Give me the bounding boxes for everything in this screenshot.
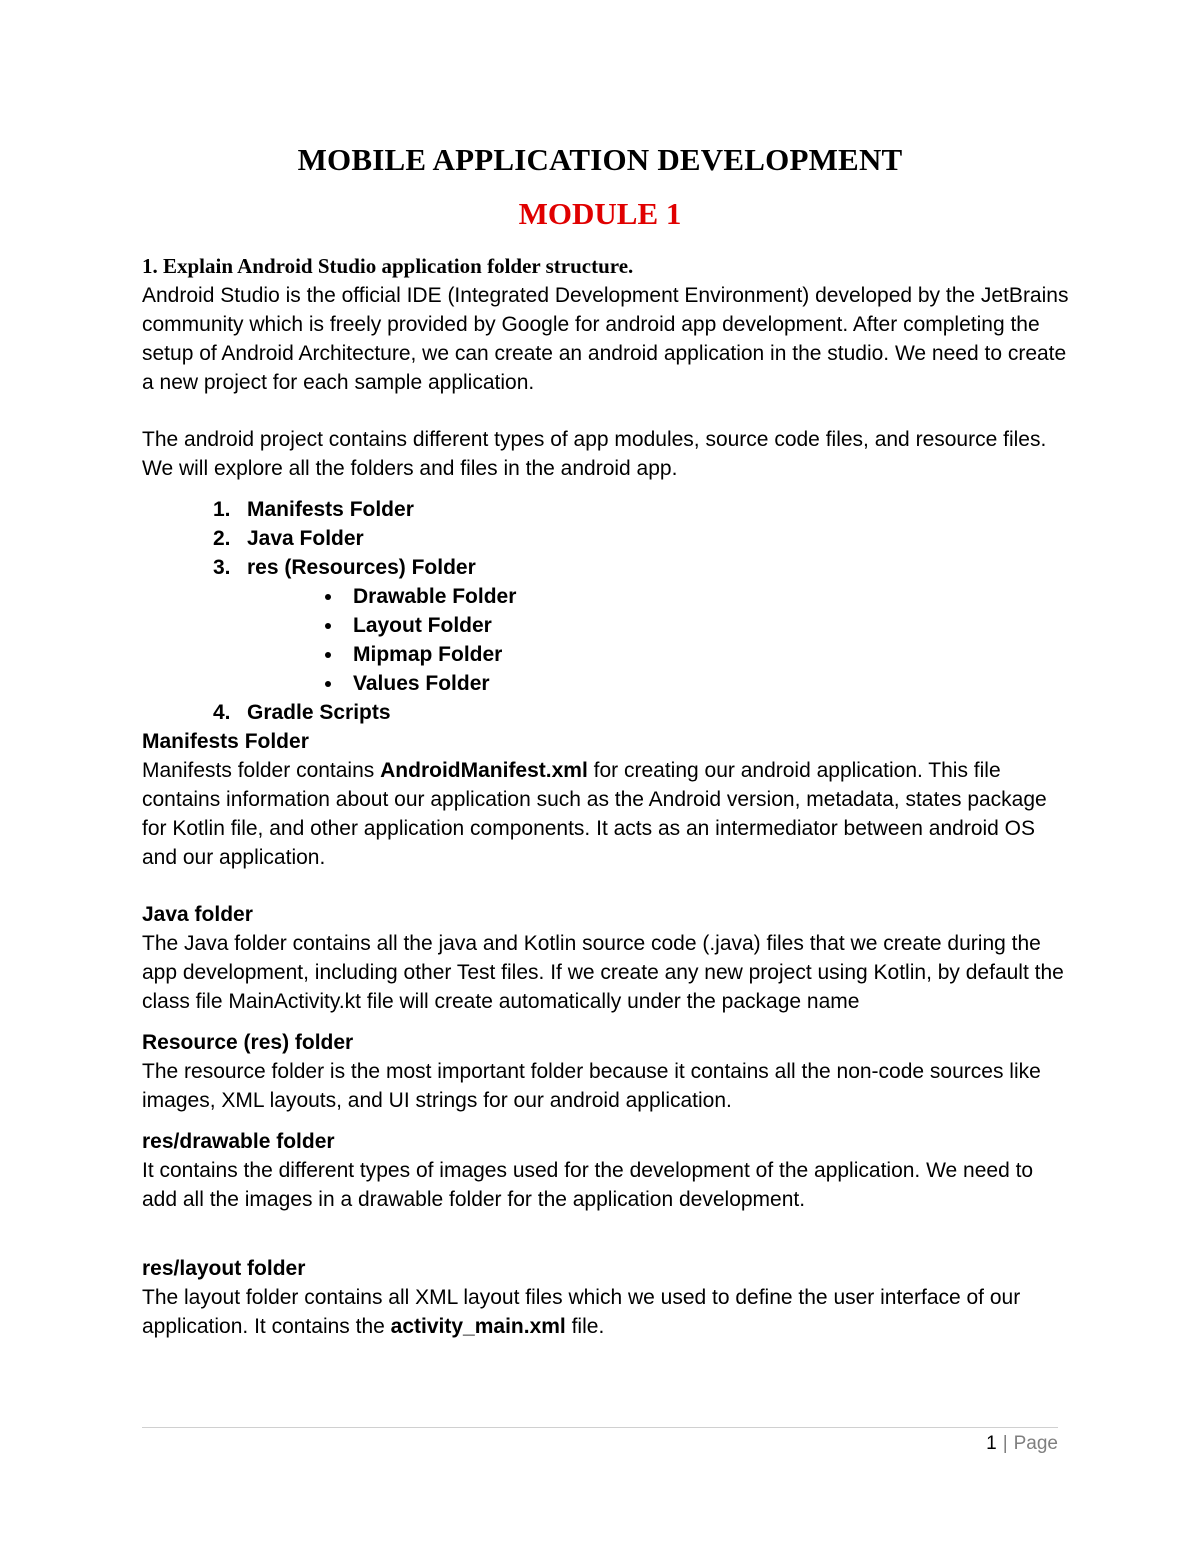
drawable-heading: res/drawable folder [142,1130,335,1153]
drawable-paragraph: It contains the different types of images used for the development of the application. We need to add all the images in a drawable folder for the application development. [142,1159,1034,1211]
text-span: The layout folder contains all XML layout files which we used to define the user interface of our application. It contains the [142,1286,1021,1338]
bullet-icon [325,623,331,629]
bullet-icon [325,681,331,687]
java-paragraph: The Java folder contains all the java and Kotlin source code (.java) files that we create during the app development, including other Test files. If we create any new project using Kotlin, by default the class file MainActivity.kt file will create automatically under the package name [142,932,1064,1013]
footer-divider [142,1427,1058,1428]
intro-paragraph-2: The android project contains different types of app modules, source code files, and resource files. We will explore all the folders and files in the android app. [142,428,1047,480]
layout-paragraph [142,1283,1072,1341]
res-heading: Resource (res) folder [142,1031,354,1054]
intro-paragraph: Android Studio is the official IDE (Integrated Development Environment) developed by the JetBrains community which is freely provided by Google for android app development. After completing the setup of Android Architecture, we can create an android application in the studio. We need to create a new project for each sample application. [142,284,1069,394]
filename-bold: AndroidManifest.xml [380,759,588,782]
list-number: 3. [213,556,231,579]
manifests-paragraph [142,756,1072,872]
layout-heading: res/layout folder [142,1257,306,1280]
list-label: Manifests Folder [247,498,414,521]
text-span: file. [565,1315,605,1338]
folder-list-item [142,698,1072,727]
subfolder-item [247,582,1072,611]
page-footer [986,1433,1058,1455]
subfolder-item [247,611,1072,640]
question-heading: 1. Explain Android Studio application folder structure. [142,254,634,278]
module-heading: MODULE 1 [518,196,682,231]
folder-list-item [142,495,1072,524]
java-heading: Java folder [142,903,253,926]
document-body [142,252,1072,1341]
text-span: for creating our android application. This file contains information about our application such as the Android version, metadata, states package for Kotlin file, and other application components. It acts as an intermediator between android OS and our application. [142,759,1047,869]
subfolder-item [247,640,1072,669]
bullet-icon [325,652,331,658]
filename-bold: activity_main.xml [390,1315,566,1338]
subfolder-label: Layout Folder [353,614,492,637]
footer-separator: | [1002,1433,1008,1454]
subfolder-item [247,669,1072,698]
manifests-heading: Manifests Folder [142,730,309,753]
list-number: 1. [213,498,231,521]
text-span: Manifests folder contains [142,759,381,782]
folder-list [142,495,1072,727]
folder-list-item [142,553,1072,698]
list-number: 2. [213,527,231,550]
list-number: 4. [213,701,231,724]
bullet-icon [325,594,331,600]
page-label: Page [1013,1433,1058,1454]
folder-list-item [142,524,1072,553]
subfolder-label: Values Folder [353,672,490,695]
res-paragraph: The resource folder is the most important folder because it contains all the non-code sources like images, XML layouts, and UI strings for our android application. [142,1060,1041,1112]
list-label: Gradle Scripts [247,701,391,724]
subfolder-label: Mipmap Folder [353,643,503,666]
list-label: res (Resources) Folder [247,556,476,579]
page-number: 1 [986,1433,997,1454]
subfolder-label: Drawable Folder [353,585,517,608]
document-title: MOBILE APPLICATION DEVELOPMENT [297,142,903,177]
list-label: Java Folder [247,527,364,550]
res-subfolder-list [247,582,1072,698]
